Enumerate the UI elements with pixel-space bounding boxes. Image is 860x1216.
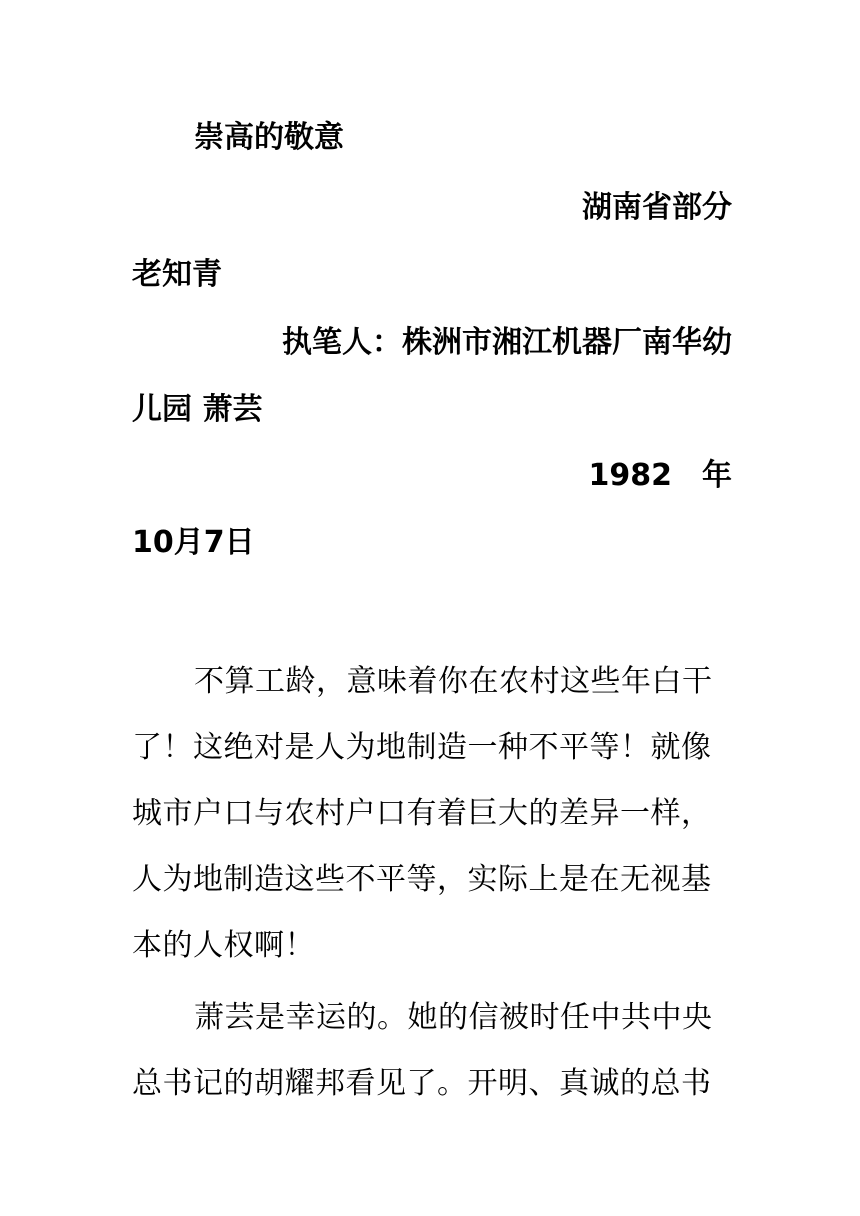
paragraph-2-line-1: 萧芸是幸运的。她的信被时任中共中央 (194, 1000, 713, 1035)
writer-line-1: 执笔人：株洲市湘江机器厂南华幼 (282, 325, 732, 360)
date-line-2: 10月7日 (132, 525, 255, 560)
date-line-1: 1982 年 (588, 458, 732, 493)
paragraph-1-line-3: 城市户口与农村户口有着巨大的差异一样， (132, 796, 712, 831)
paragraph-1-line-1: 不算工龄，意味着你在农村这些年白干 (194, 664, 713, 699)
author-group-line-2: 老知青 (132, 257, 222, 292)
paragraph-1-line-5: 本的人权啊！ (132, 928, 315, 963)
paragraph-1-line-2: 了！这绝对是人为地制造一种不平等！就像 (132, 730, 712, 765)
author-group-line-1: 湖南省部分 (582, 190, 732, 225)
writer-line-2: 儿园 萧芸 (132, 392, 263, 427)
paragraph-2-line-2: 总书记的胡耀邦看见了。开明、真诚的总书 (132, 1066, 712, 1101)
paragraph-1-line-4: 人为地制造这些不平等，实际上是在无视基 (132, 862, 712, 897)
letter-closing-fragment: 崇高的敬意 (194, 120, 344, 155)
